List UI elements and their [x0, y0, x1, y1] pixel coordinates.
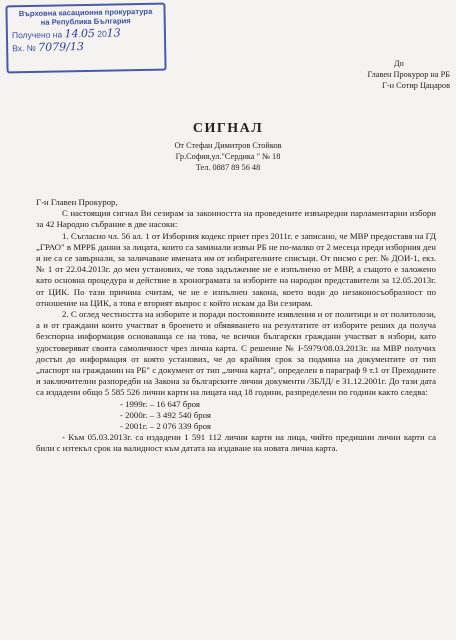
- intro-paragraph: С настоящия сигнал Ви сезирам за законността на проведените извънредни парламентарни избори за 42 Народно събрание в две насоки:: [36, 208, 436, 230]
- sender-name: От Стефан Димитров Стойков: [174, 141, 282, 150]
- addressee-line1: Главен Прокурор на РБ: [367, 70, 450, 79]
- list-item: - 2001г. – 2 076 339 броя: [120, 421, 211, 432]
- addressee-label: До: [394, 59, 404, 68]
- stamp-organization: Върховна касационна прокуратура на Република България: [18, 6, 153, 27]
- list-item: - 1999г. – 16 647 броя: [120, 398, 200, 409]
- sender-phone: Тел. 0887 89 56 48: [195, 163, 261, 172]
- list-item: - 2000г. – 3 492 540 броя: [120, 409, 211, 420]
- point-1-paragraph: 1. Съгласно чл. 56 ал. 1 от Изборния кодекс приет през 2011г. е записано, че МВР предоставя на ГД „ГРАО" в МРРБ данни за лицата, които са заминали извън РБ не по-малко от 2 месеца преди изборния ден и не са се завърнали, за заличаване имената им от избирателните списъци. От писмо с рег. № ДОИ-1, екз. № 1 от 22.04.2013г. до мен установих, че това задължение не е изпълнено от МВР, а същото е заложено като основна процедура и действие в хронограмата за изборите на народни представители за 12.05.2013г. от ЦИК. По тази причина считам, че не е изпълнен закона, което води до незаконосъобразност по отношение на ЦИК, а това е вторият въпрос с който искам да Ви сезирам.: [36, 230, 436, 308]
- stamp-number-row: Вх. № 7079/13: [12, 40, 85, 54]
- final-paragraph: - Към 05.03.2013г. са издадени 1 591 112 лични карти на лица, чийто предишни лични карти са били с изтекъл срок на валидност към датата на издаване на новата лична карта.: [36, 432, 436, 454]
- stamp-received-row: Получено на 14.05 2013: [11, 26, 121, 41]
- registration-stamp: [5, 3, 166, 74]
- sender-block: [0, 140, 456, 173]
- letter-body: [36, 197, 436, 455]
- sender-address: Гр.София,ул."Сердика " № 18: [175, 152, 281, 161]
- addressee-line2: Г-н Сотир Цацаров: [382, 81, 450, 90]
- point-2-paragraph: 2. С оглед честността на изборите и поради постоянните изявления и от политици и от политолози, а и от граждани които участват в броенето и обявяването на резултатите от изборите реших да получа безспорна информация основаваща се на това, че всички български граждани участват в избори, като удостоверяват своята самоличност чрез лична карта. С решение № I-5979/08.03.2013г. на МВР получих достъп до информация от която установих, че до крайния срок за подмяна на документите от тип „паспорт на гражданин на РБ" с документ от тип „лична карта", определен в параграф 9 т.1 от Преходните и заключителни разпоредби на Закона за българските лични документи /ЗБЛД/ е 31.12.2001г. До тази дата са издадени общо 5 585 526 лични карти на лицата над 18 години, разпределени по години както следва:: [36, 309, 436, 398]
- addressee-block: [300, 58, 450, 91]
- salutation: Г-н Главен Прокурор,: [36, 197, 118, 207]
- document-title: СИГНАЛ: [192, 121, 264, 136]
